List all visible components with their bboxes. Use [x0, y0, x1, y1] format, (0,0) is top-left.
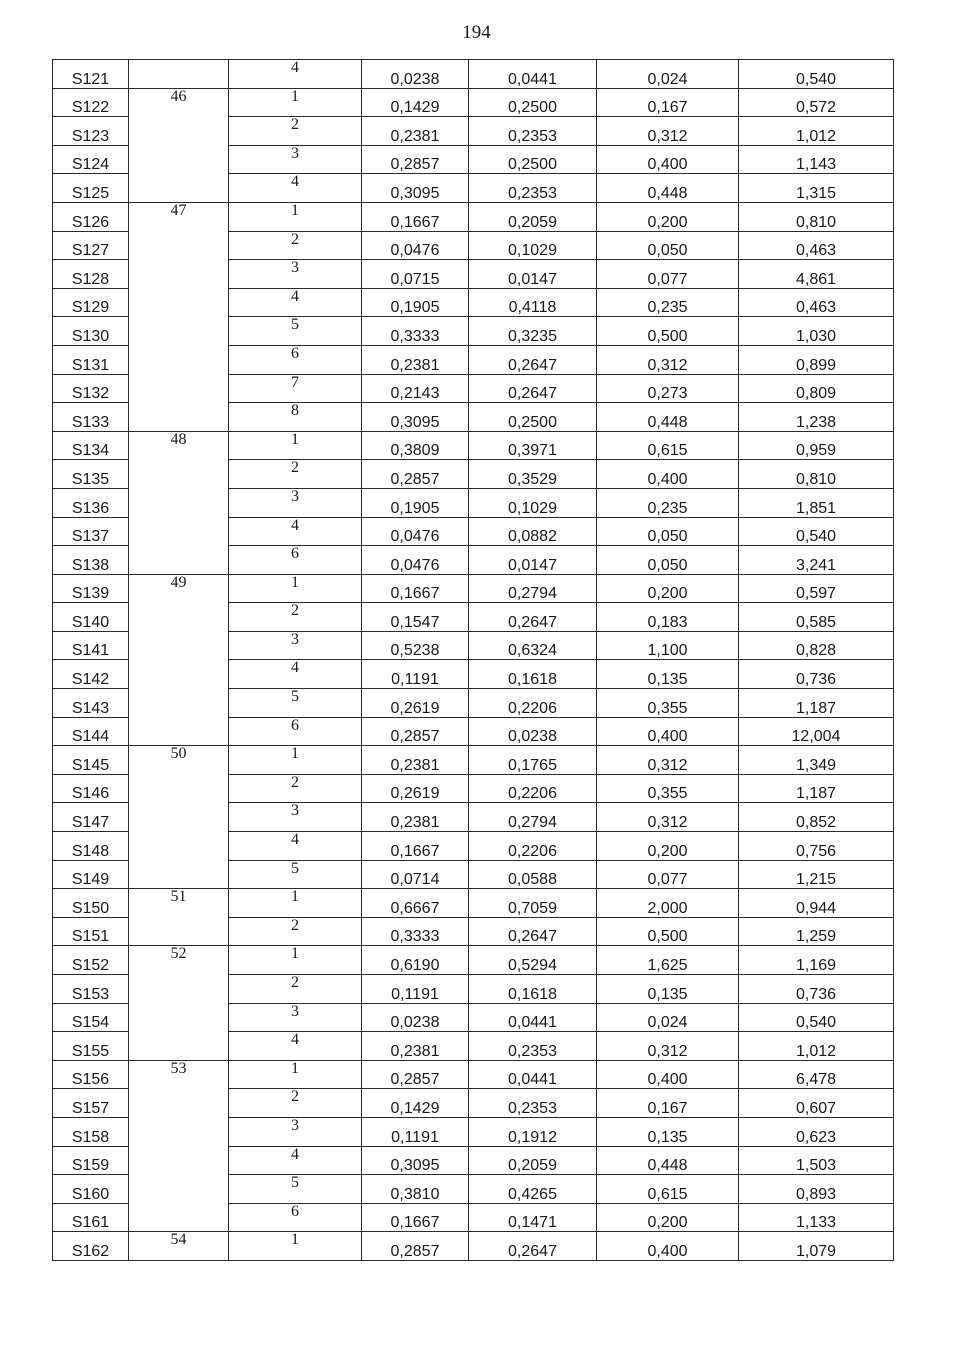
- sub-index-cell: 3: [229, 488, 362, 517]
- value-cell-3: 0,200: [597, 574, 739, 603]
- value-cell-2: 0,1912: [469, 1117, 597, 1146]
- value-cell-2: 0,2500: [469, 145, 597, 174]
- value-cell-4: 0,540: [739, 60, 894, 89]
- value-cell-2: 0,5294: [469, 946, 597, 975]
- value-cell-1: 0,1191: [362, 1117, 469, 1146]
- sub-index-cell: 1: [229, 431, 362, 460]
- table-row: [53, 1060, 894, 1089]
- sample-id-cell: S155: [53, 1032, 129, 1061]
- value-cell-1: 0,0715: [362, 260, 469, 289]
- value-cell-2: 0,0441: [469, 60, 597, 89]
- value-cell-3: 0,050: [597, 546, 739, 575]
- sample-id-cell: S122: [53, 88, 129, 117]
- value-cell-3: 0,183: [597, 603, 739, 632]
- value-cell-1: 0,1191: [362, 660, 469, 689]
- value-cell-4: 1,012: [739, 117, 894, 146]
- sub-index-cell: 4: [229, 60, 362, 89]
- sub-index-cell: 2: [229, 917, 362, 946]
- value-cell-3: 1,625: [597, 946, 739, 975]
- sample-id-cell: S150: [53, 889, 129, 918]
- value-cell-2: 0,1618: [469, 660, 597, 689]
- sample-id-cell: S138: [53, 546, 129, 575]
- value-cell-2: 0,0441: [469, 1003, 597, 1032]
- sample-id-cell: S159: [53, 1146, 129, 1175]
- sub-index-cell: 3: [229, 1117, 362, 1146]
- value-cell-3: 0,400: [597, 460, 739, 489]
- value-cell-3: 0,615: [597, 431, 739, 460]
- value-cell-3: 0,500: [597, 317, 739, 346]
- sub-index-cell: 1: [229, 574, 362, 603]
- value-cell-3: 0,355: [597, 774, 739, 803]
- value-cell-4: 12,004: [739, 717, 894, 746]
- sample-id-cell: S140: [53, 603, 129, 632]
- group-number-cell: 48: [129, 431, 229, 574]
- sub-index-cell: 1: [229, 889, 362, 918]
- value-cell-2: 0,1471: [469, 1203, 597, 1232]
- value-cell-4: 1,238: [739, 403, 894, 432]
- group-number-cell: 54: [129, 1232, 229, 1261]
- sample-id-cell: S157: [53, 1089, 129, 1118]
- sub-index-cell: 6: [229, 1203, 362, 1232]
- value-cell-2: 0,2647: [469, 1232, 597, 1261]
- sub-index-cell: 1: [229, 1060, 362, 1089]
- value-cell-1: 0,1667: [362, 574, 469, 603]
- sample-id-cell: S144: [53, 717, 129, 746]
- sub-index-cell: 5: [229, 1175, 362, 1204]
- value-cell-2: 0,3971: [469, 431, 597, 460]
- value-cell-4: 1,851: [739, 488, 894, 517]
- value-cell-2: 0,2353: [469, 174, 597, 203]
- value-cell-4: 0,756: [739, 832, 894, 861]
- value-cell-3: 0,400: [597, 1060, 739, 1089]
- sub-index-cell: 6: [229, 345, 362, 374]
- value-cell-2: 0,0147: [469, 546, 597, 575]
- value-cell-4: 1,187: [739, 774, 894, 803]
- value-cell-2: 0,2647: [469, 345, 597, 374]
- value-cell-3: 0,312: [597, 345, 739, 374]
- value-cell-2: 0,0441: [469, 1060, 597, 1089]
- sub-index-cell: 4: [229, 174, 362, 203]
- value-cell-1: 0,1547: [362, 603, 469, 632]
- value-cell-3: 0,135: [597, 1117, 739, 1146]
- value-cell-2: 0,2500: [469, 403, 597, 432]
- sample-id-cell: S127: [53, 231, 129, 260]
- value-cell-1: 0,2381: [362, 746, 469, 775]
- value-cell-1: 0,2857: [362, 145, 469, 174]
- sub-index-cell: 1: [229, 88, 362, 117]
- value-cell-2: 0,2206: [469, 774, 597, 803]
- value-cell-3: 0,200: [597, 202, 739, 231]
- value-cell-3: 0,077: [597, 260, 739, 289]
- value-cell-4: 1,259: [739, 917, 894, 946]
- value-cell-2: 0,2353: [469, 1089, 597, 1118]
- group-number-cell: 52: [129, 946, 229, 1060]
- sample-id-cell: S151: [53, 917, 129, 946]
- value-cell-4: 6,478: [739, 1060, 894, 1089]
- value-cell-2: 0,6324: [469, 631, 597, 660]
- value-cell-4: 1,169: [739, 946, 894, 975]
- value-cell-4: 1,215: [739, 860, 894, 889]
- value-cell-1: 0,1429: [362, 1089, 469, 1118]
- sub-index-cell: 3: [229, 803, 362, 832]
- page-number: 194: [462, 22, 491, 43]
- value-cell-3: 0,448: [597, 403, 739, 432]
- value-cell-3: 0,024: [597, 60, 739, 89]
- value-cell-1: 0,1667: [362, 1203, 469, 1232]
- table-row: [53, 889, 894, 918]
- sample-id-cell: S137: [53, 517, 129, 546]
- table-row: [53, 60, 894, 89]
- sample-id-cell: S141: [53, 631, 129, 660]
- value-cell-4: 0,597: [739, 574, 894, 603]
- value-cell-3: 0,448: [597, 174, 739, 203]
- value-cell-4: 0,572: [739, 88, 894, 117]
- value-cell-1: 0,0476: [362, 546, 469, 575]
- value-cell-1: 0,2381: [362, 345, 469, 374]
- value-cell-2: 0,1765: [469, 746, 597, 775]
- value-cell-1: 0,1667: [362, 832, 469, 861]
- sample-id-cell: S126: [53, 202, 129, 231]
- sub-index-cell: 2: [229, 774, 362, 803]
- value-cell-3: 0,312: [597, 803, 739, 832]
- value-cell-4: 0,852: [739, 803, 894, 832]
- table-row: [53, 202, 894, 231]
- group-number-cell: 49: [129, 574, 229, 746]
- sub-index-cell: 5: [229, 860, 362, 889]
- sample-id-cell: S154: [53, 1003, 129, 1032]
- value-cell-3: 0,400: [597, 1232, 739, 1261]
- value-cell-3: 0,135: [597, 975, 739, 1004]
- value-cell-3: 0,200: [597, 1203, 739, 1232]
- sub-index-cell: 1: [229, 746, 362, 775]
- value-cell-1: 0,1191: [362, 975, 469, 1004]
- value-cell-3: 0,050: [597, 517, 739, 546]
- value-cell-1: 0,5238: [362, 631, 469, 660]
- table-row: [53, 1232, 894, 1261]
- value-cell-2: 0,0238: [469, 717, 597, 746]
- value-cell-1: 0,3333: [362, 317, 469, 346]
- sub-index-cell: 4: [229, 832, 362, 861]
- value-cell-4: 0,810: [739, 202, 894, 231]
- value-cell-2: 0,1618: [469, 975, 597, 1004]
- value-cell-4: 0,810: [739, 460, 894, 489]
- value-cell-4: 0,736: [739, 660, 894, 689]
- value-cell-3: 0,400: [597, 145, 739, 174]
- value-cell-3: 0,135: [597, 660, 739, 689]
- value-cell-2: 0,7059: [469, 889, 597, 918]
- value-cell-2: 0,3529: [469, 460, 597, 489]
- sample-id-cell: S162: [53, 1232, 129, 1261]
- sub-index-cell: 2: [229, 975, 362, 1004]
- value-cell-1: 0,2619: [362, 774, 469, 803]
- sub-index-cell: 1: [229, 202, 362, 231]
- value-cell-2: 0,2059: [469, 1146, 597, 1175]
- value-cell-1: 0,1429: [362, 88, 469, 117]
- sample-id-cell: S139: [53, 574, 129, 603]
- sample-id-cell: S123: [53, 117, 129, 146]
- table-row: [53, 431, 894, 460]
- sample-id-cell: S130: [53, 317, 129, 346]
- value-cell-3: 0,448: [597, 1146, 739, 1175]
- sample-id-cell: S158: [53, 1117, 129, 1146]
- value-cell-2: 0,4265: [469, 1175, 597, 1204]
- sub-index-cell: 6: [229, 546, 362, 575]
- sub-index-cell: 1: [229, 946, 362, 975]
- sample-id-cell: S142: [53, 660, 129, 689]
- sample-id-cell: S161: [53, 1203, 129, 1232]
- sample-id-cell: S125: [53, 174, 129, 203]
- value-cell-4: 0,959: [739, 431, 894, 460]
- value-cell-1: 0,2381: [362, 1032, 469, 1061]
- table-row: [53, 946, 894, 975]
- table-row: [53, 88, 894, 117]
- value-cell-4: 0,809: [739, 374, 894, 403]
- value-cell-4: 1,143: [739, 145, 894, 174]
- sub-index-cell: 8: [229, 403, 362, 432]
- sub-index-cell: 2: [229, 231, 362, 260]
- sample-id-cell: S124: [53, 145, 129, 174]
- sample-id-cell: S134: [53, 431, 129, 460]
- value-cell-2: 0,0588: [469, 860, 597, 889]
- value-cell-2: 0,1029: [469, 231, 597, 260]
- value-cell-4: 0,736: [739, 975, 894, 1004]
- table-row: [53, 574, 894, 603]
- value-cell-2: 0,0882: [469, 517, 597, 546]
- value-cell-4: 4,861: [739, 260, 894, 289]
- value-cell-1: 0,3095: [362, 174, 469, 203]
- sample-id-cell: S148: [53, 832, 129, 861]
- sample-id-cell: S149: [53, 860, 129, 889]
- value-cell-4: 1,315: [739, 174, 894, 203]
- value-cell-3: 0,355: [597, 689, 739, 718]
- value-cell-3: 0,312: [597, 746, 739, 775]
- value-cell-3: 0,167: [597, 88, 739, 117]
- sample-id-cell: S156: [53, 1060, 129, 1089]
- sub-index-cell: 4: [229, 1146, 362, 1175]
- value-cell-1: 0,2143: [362, 374, 469, 403]
- sub-index-cell: 4: [229, 660, 362, 689]
- value-cell-1: 0,6667: [362, 889, 469, 918]
- sub-index-cell: 3: [229, 145, 362, 174]
- value-cell-2: 0,2794: [469, 574, 597, 603]
- group-number-cell: [129, 60, 229, 89]
- value-cell-4: 0,893: [739, 1175, 894, 1204]
- value-cell-4: 0,828: [739, 631, 894, 660]
- value-cell-1: 0,3809: [362, 431, 469, 460]
- value-cell-2: 0,2647: [469, 917, 597, 946]
- value-cell-1: 0,2857: [362, 1060, 469, 1089]
- sub-index-cell: 7: [229, 374, 362, 403]
- value-cell-4: 0,463: [739, 288, 894, 317]
- sample-id-cell: S146: [53, 774, 129, 803]
- sub-index-cell: 2: [229, 117, 362, 146]
- value-cell-2: 0,2206: [469, 832, 597, 861]
- value-cell-1: 0,3095: [362, 1146, 469, 1175]
- sample-id-cell: S132: [53, 374, 129, 403]
- value-cell-3: 1,100: [597, 631, 739, 660]
- sub-index-cell: 4: [229, 517, 362, 546]
- sub-index-cell: 2: [229, 1089, 362, 1118]
- value-cell-3: 0,312: [597, 117, 739, 146]
- value-cell-2: 0,2059: [469, 202, 597, 231]
- value-cell-3: 2,000: [597, 889, 739, 918]
- value-cell-2: 0,2794: [469, 803, 597, 832]
- value-cell-1: 0,6190: [362, 946, 469, 975]
- sample-id-cell: S143: [53, 689, 129, 718]
- value-cell-4: 0,463: [739, 231, 894, 260]
- value-cell-4: 1,030: [739, 317, 894, 346]
- value-cell-3: 0,400: [597, 717, 739, 746]
- group-number-cell: 53: [129, 1060, 229, 1232]
- sample-id-cell: S133: [53, 403, 129, 432]
- sub-index-cell: 2: [229, 603, 362, 632]
- sample-id-cell: S128: [53, 260, 129, 289]
- group-number-cell: 47: [129, 202, 229, 431]
- value-cell-1: 0,0476: [362, 231, 469, 260]
- value-cell-2: 0,2206: [469, 689, 597, 718]
- sample-id-cell: S160: [53, 1175, 129, 1204]
- value-cell-3: 0,024: [597, 1003, 739, 1032]
- sub-index-cell: 5: [229, 317, 362, 346]
- value-cell-3: 0,312: [597, 1032, 739, 1061]
- sample-id-cell: S136: [53, 488, 129, 517]
- sub-index-cell: 2: [229, 460, 362, 489]
- sub-index-cell: 3: [229, 1003, 362, 1032]
- value-cell-4: 0,899: [739, 345, 894, 374]
- value-cell-1: 0,2619: [362, 689, 469, 718]
- value-cell-1: 0,2857: [362, 717, 469, 746]
- value-cell-4: 1,187: [739, 689, 894, 718]
- value-cell-1: 0,2857: [362, 1232, 469, 1261]
- value-cell-4: 3,241: [739, 546, 894, 575]
- group-number-cell: 46: [129, 88, 229, 202]
- value-cell-2: 0,2647: [469, 374, 597, 403]
- value-cell-3: 0,235: [597, 488, 739, 517]
- value-cell-1: 0,0714: [362, 860, 469, 889]
- sample-id-cell: S145: [53, 746, 129, 775]
- value-cell-1: 0,3810: [362, 1175, 469, 1204]
- value-cell-4: 1,133: [739, 1203, 894, 1232]
- sample-id-cell: S153: [53, 975, 129, 1004]
- sample-id-cell: S129: [53, 288, 129, 317]
- value-cell-2: 0,2647: [469, 603, 597, 632]
- value-cell-1: 0,2381: [362, 117, 469, 146]
- data-table: [52, 59, 894, 1261]
- value-cell-1: 0,3095: [362, 403, 469, 432]
- value-cell-1: 0,0476: [362, 517, 469, 546]
- sample-id-cell: S135: [53, 460, 129, 489]
- value-cell-3: 0,273: [597, 374, 739, 403]
- value-cell-4: 0,623: [739, 1117, 894, 1146]
- sample-id-cell: S152: [53, 946, 129, 975]
- sub-index-cell: 1: [229, 1232, 362, 1261]
- group-number-cell: 51: [129, 889, 229, 946]
- value-cell-3: 0,167: [597, 1089, 739, 1118]
- value-cell-2: 0,2353: [469, 117, 597, 146]
- value-cell-4: 0,540: [739, 1003, 894, 1032]
- sub-index-cell: 4: [229, 1032, 362, 1061]
- sample-id-cell: S121: [53, 60, 129, 89]
- group-number-cell: 50: [129, 746, 229, 889]
- value-cell-2: 0,3235: [469, 317, 597, 346]
- sub-index-cell: 4: [229, 288, 362, 317]
- value-cell-1: 0,3333: [362, 917, 469, 946]
- value-cell-2: 0,2353: [469, 1032, 597, 1061]
- sub-index-cell: 6: [229, 717, 362, 746]
- value-cell-1: 0,0238: [362, 60, 469, 89]
- value-cell-1: 0,1667: [362, 202, 469, 231]
- value-cell-3: 0,615: [597, 1175, 739, 1204]
- value-cell-2: 0,4118: [469, 288, 597, 317]
- value-cell-1: 0,1905: [362, 488, 469, 517]
- sample-id-cell: S131: [53, 345, 129, 374]
- value-cell-2: 0,1029: [469, 488, 597, 517]
- value-cell-4: 0,585: [739, 603, 894, 632]
- value-cell-1: 0,2381: [362, 803, 469, 832]
- value-cell-2: 0,2500: [469, 88, 597, 117]
- value-cell-3: 0,235: [597, 288, 739, 317]
- value-cell-3: 0,077: [597, 860, 739, 889]
- value-cell-3: 0,200: [597, 832, 739, 861]
- table-row: [53, 746, 894, 775]
- value-cell-4: 1,503: [739, 1146, 894, 1175]
- value-cell-4: 0,540: [739, 517, 894, 546]
- value-cell-4: 1,079: [739, 1232, 894, 1261]
- sub-index-cell: 3: [229, 260, 362, 289]
- sample-id-cell: S147: [53, 803, 129, 832]
- value-cell-1: 0,1905: [362, 288, 469, 317]
- value-cell-1: 0,0238: [362, 1003, 469, 1032]
- value-cell-3: 0,050: [597, 231, 739, 260]
- value-cell-2: 0,0147: [469, 260, 597, 289]
- value-cell-4: 0,944: [739, 889, 894, 918]
- sub-index-cell: 3: [229, 631, 362, 660]
- value-cell-4: 1,349: [739, 746, 894, 775]
- value-cell-3: 0,500: [597, 917, 739, 946]
- value-cell-4: 0,607: [739, 1089, 894, 1118]
- sub-index-cell: 5: [229, 689, 362, 718]
- value-cell-1: 0,2857: [362, 460, 469, 489]
- value-cell-4: 1,012: [739, 1032, 894, 1061]
